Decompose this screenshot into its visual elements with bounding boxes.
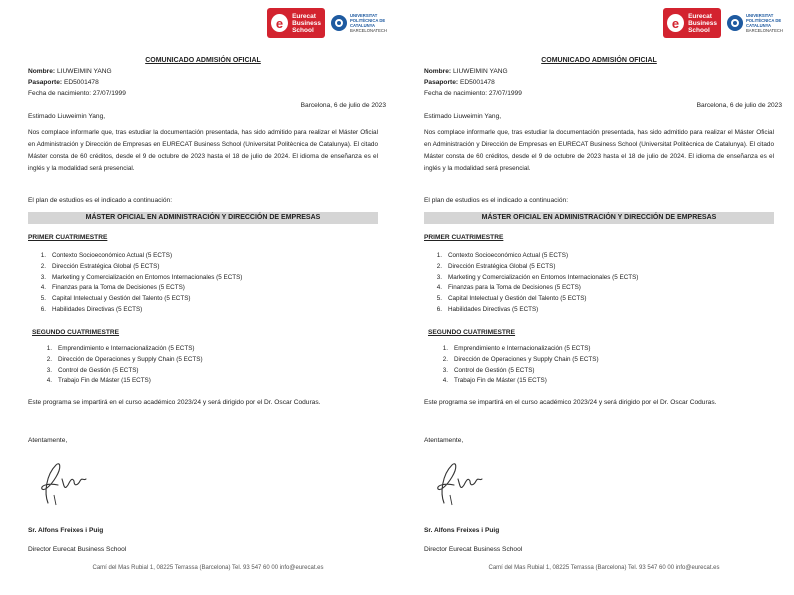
- course-item: 5. Capital Intelectual y Gestión del Talento (5 ECTS): [436, 295, 587, 303]
- course-item: 4. Trabajo Fin de Máster (15 ECTS): [442, 377, 547, 385]
- semester-2-title: SEGUNDO CUATRIMESTRE: [32, 329, 120, 336]
- semester-2-title: SEGUNDO CUATRIMESTRE: [428, 329, 516, 336]
- upc-logo: [727, 13, 784, 33]
- name-line: [424, 68, 508, 76]
- header-logos: [663, 8, 784, 38]
- dob-value: 27/07/1999: [488, 90, 522, 97]
- name-label: Nombre:: [28, 68, 56, 75]
- semester-1-title: PRIMER CUATRIMESTRE: [424, 234, 504, 241]
- upc-line-1: UNIVERSITAT POLITÈCNICA: [746, 13, 775, 23]
- eurecat-e-icon: e: [271, 14, 288, 32]
- passport-label: Pasaporte:: [424, 79, 459, 86]
- logo-brand-3: School: [292, 26, 314, 34]
- greeting: Estimado Liuweimin Yang,: [424, 113, 502, 120]
- document-title: COMUNICADO ADMISIÓN OFICIAL: [145, 57, 261, 64]
- name-label: Nombre:: [424, 68, 452, 75]
- dob-line: [28, 90, 126, 98]
- course-item: 6. Habilidades Directivas (5 ECTS): [436, 305, 539, 313]
- upc-emblem-icon: [727, 15, 743, 31]
- course-item: 2. Dirección Estratégica Global (5 ECTS): [436, 262, 556, 270]
- signature-image: [430, 455, 490, 510]
- course-item: 3. Control de Gestión (5 ECTS): [46, 366, 139, 374]
- plan-intro: El plan de estudios es el indicado a continuación:: [424, 197, 569, 204]
- program-title-banner: MÁSTER OFICIAL EN ADMINISTRACIÓN Y DIRECCIÓN DE EMPRESAS: [28, 212, 378, 224]
- course-item: 1. Emprendimiento e Internacionalización (5 ECTS): [46, 345, 195, 352]
- footer-address: Camí del Mas Rubial 1, 08225 Terrassa (Barcelona) Tel. 93 547 60 00 info@eurecat.es: [92, 565, 324, 571]
- signer-role: Director Eurecat Business School: [424, 546, 523, 553]
- passport-value: ED5001478: [63, 79, 99, 86]
- dob-label: Fecha de nacimiento:: [28, 90, 92, 97]
- course-item: 1. Emprendimiento e Internacionalización (5 ECTS): [442, 345, 591, 352]
- closing-paragraph: Este programa se impartirá en el curso académico 2023/24 y será dirigido por el Dr. Oscar Coduras.: [28, 399, 321, 406]
- letter-page-2: [414, 0, 794, 595]
- eurecat-e-icon: e: [667, 14, 684, 32]
- signer-role: Director Eurecat Business School: [28, 546, 127, 553]
- semester-1-title: PRIMER CUATRIMESTRE: [28, 234, 108, 241]
- course-item: 2. Dirección de Operaciones y Supply Chain (5 ECTS): [442, 355, 599, 363]
- footer-address: Camí del Mas Rubial 1, 08225 Terrassa (Barcelona) Tel. 93 547 60 00 info@eurecat.es: [488, 565, 720, 571]
- signer-name: Sr. Alfons Freixes i Puig: [424, 527, 500, 534]
- name-line: [28, 68, 112, 76]
- semester-1-list: [428, 251, 638, 316]
- upc-line-3: BARCELONATECH: [746, 28, 783, 33]
- course-item: 4. Finanzas para la Toma de Decisiones (5 ECTS): [40, 284, 185, 292]
- document-title: COMUNICADO ADMISIÓN OFICIAL: [541, 57, 657, 64]
- upc-emblem-icon: [331, 15, 347, 31]
- upc-line-1: UNIVERSITAT POLITÈCNICA: [350, 13, 379, 23]
- course-item: 4. Finanzas para la Toma de Decisiones (5 ECTS): [436, 284, 581, 292]
- logo-brand-1: Eurecat: [292, 12, 316, 20]
- eurecat-logo: [267, 8, 325, 38]
- course-item: 1. Contexto Socioeconómico Actual (5 ECTS): [40, 252, 173, 259]
- name-value: LIUWEIMIN YANG: [56, 68, 112, 75]
- upc-line-2: DE CATALUNYA: [350, 18, 386, 28]
- regards: Atentamente,: [28, 437, 68, 444]
- plan-intro: El plan de estudios es el indicado a continuación:: [28, 197, 173, 204]
- course-item: 3. Marketing y Comercialización en Entornos Internacionales (5 ECTS): [436, 273, 639, 281]
- dob-value: 27/07/1999: [92, 90, 126, 97]
- passport-value: ED5001478: [459, 79, 495, 86]
- program-title-banner: MÁSTER OFICIAL EN ADMINISTRACIÓN Y DIRECCIÓN DE EMPRESAS: [424, 212, 774, 224]
- semester-1-list: [32, 251, 242, 316]
- greeting: Estimado Liuweimin Yang,: [28, 113, 106, 120]
- upc-logo: [331, 13, 388, 33]
- course-item: 4. Trabajo Fin de Máster (15 ECTS): [46, 377, 151, 385]
- dob-line: [424, 90, 522, 98]
- passport-label: Pasaporte:: [28, 79, 63, 86]
- dob-label: Fecha de nacimiento:: [424, 90, 488, 97]
- course-item: 2. Dirección Estratégica Global (5 ECTS): [40, 262, 160, 270]
- upc-line-2: DE CATALUNYA: [746, 18, 782, 28]
- logo-brand-3: School: [688, 26, 710, 34]
- letter-date: Barcelona, 6 de julio de 2023: [696, 102, 782, 109]
- logo-brand-1: Eurecat: [688, 12, 712, 20]
- signature-image: [34, 455, 94, 510]
- eurecat-logo: [663, 8, 721, 38]
- letter-date: Barcelona, 6 de julio de 2023: [300, 102, 386, 109]
- logo-brand-2: Business: [292, 19, 321, 27]
- regards: Atentamente,: [424, 437, 464, 444]
- course-item: 3. Marketing y Comercialización en Entornos Internacionales (5 ECTS): [40, 273, 243, 281]
- course-item: 5. Capital Intelectual y Gestión del Talento (5 ECTS): [40, 295, 191, 303]
- header-logos: [267, 8, 388, 38]
- course-item: 6. Habilidades Directivas (5 ECTS): [40, 305, 143, 313]
- admission-paragraph: Nos complace informarle que, tras estudiar la documentación presentada, has sido admitido para realizar el Máster Oficial en Administración y Dirección de Empresas en EURECAT Business School (Universitat Politècnica de Catalunya). El citado Máster consta de 60 créditos, desde el 9 de octubre de 2023 hasta el 18 de julio de 2024. El idioma de enseñanza es el inglés y la modalidad será presencial.: [424, 129, 774, 172]
- semester-2-list: [434, 344, 599, 387]
- course-item: 2. Dirección de Operaciones y Supply Chain (5 ECTS): [46, 355, 203, 363]
- upc-line-3: BARCELONATECH: [350, 28, 387, 33]
- name-value: LIUWEIMIN YANG: [452, 68, 508, 75]
- signer-name: Sr. Alfons Freixes i Puig: [28, 527, 104, 534]
- logo-brand-2: Business: [688, 19, 717, 27]
- course-item: 1. Contexto Socioeconómico Actual (5 ECTS): [436, 252, 569, 259]
- letter-page-1: [18, 0, 398, 595]
- passport-line: [28, 79, 99, 87]
- semester-2-list: [38, 344, 203, 387]
- closing-paragraph: Este programa se impartirá en el curso académico 2023/24 y será dirigido por el Dr. Oscar Coduras.: [424, 399, 717, 406]
- admission-paragraph: Nos complace informarle que, tras estudiar la documentación presentada, has sido admitido para realizar el Máster Oficial en Administración y Dirección de Empresas en EURECAT Business School (Universitat Politècnica de Catalunya). El citado Máster consta de 60 créditos, desde el 9 de octubre de 2023 hasta el 18 de julio de 2024. El idioma de enseñanza es el inglés y la modalidad será presencial.: [28, 129, 378, 172]
- course-item: 3. Control de Gestión (5 ECTS): [442, 366, 535, 374]
- passport-line: [424, 79, 495, 87]
